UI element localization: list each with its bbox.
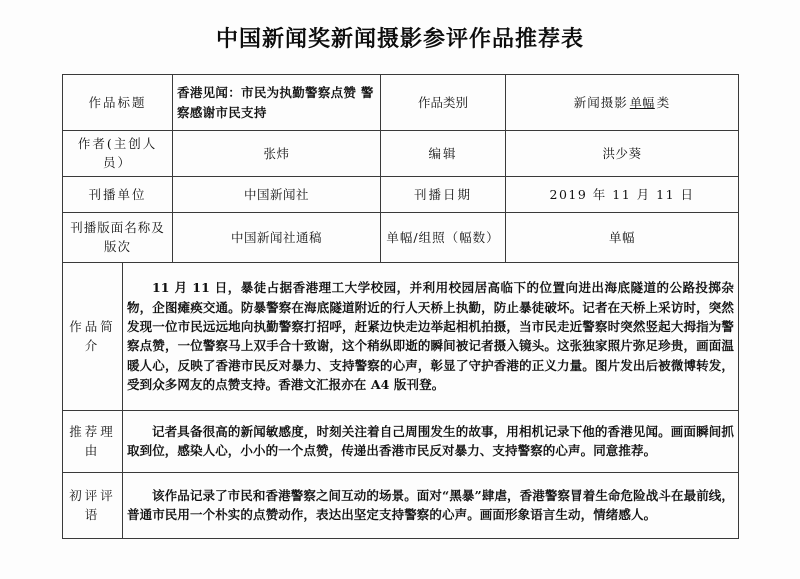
value-edition: 中国新闻社通稿 xyxy=(173,212,381,262)
table-row-introduction xyxy=(63,262,739,410)
label-editor: 编辑 xyxy=(381,131,506,177)
value-editor: 洪少葵 xyxy=(506,131,739,177)
value-comment: 该作品记录了市民和香港警察之间互动的场景。面对“黑暴”肆虐，香港警察冒着生命危险战斗在最前线，普通市民用一个朴实的点赞动作，表达出坚定支持警察的心声。画面形象语言生动，情绪感人。 xyxy=(123,472,739,538)
value-publish-date: 2019 年 11 月 11 日 xyxy=(506,176,739,212)
table-row-reason xyxy=(63,410,739,472)
label-introduction: 作品简介 xyxy=(63,262,123,410)
value-publisher: 中国新闻社 xyxy=(173,176,381,212)
label-publisher: 刊播单位 xyxy=(63,176,173,212)
table-row-author xyxy=(63,131,739,177)
label-author: 作者(主创人员） xyxy=(63,131,173,177)
table-row-publisher xyxy=(63,176,739,212)
label-reason: 推荐理由 xyxy=(63,410,123,472)
category-prefix: 新闻摄影 xyxy=(573,94,628,110)
value-photo-count: 单幅 xyxy=(506,212,739,262)
recommendation-form-table xyxy=(62,74,739,539)
table-row-edition xyxy=(63,212,739,262)
label-work-category xyxy=(381,75,506,131)
label-work-category-text: 作品类别 xyxy=(418,94,469,110)
label-edition: 刊播版面名称及版次 xyxy=(63,212,173,262)
category-suffix: 类 xyxy=(656,94,671,110)
page-title: 中国新闻奖新闻摄影参评作品推荐表 xyxy=(215,26,584,52)
value-work-category xyxy=(506,75,739,131)
label-work-title: 作品标题 xyxy=(63,75,173,131)
label-photo-count: 单幅/组照（幅数） xyxy=(381,212,506,262)
value-work-title: 香港见闻：市民为执勤警察点赞 警察感谢市民支持 xyxy=(173,75,381,131)
value-introduction: 11 月 11 日，暴徒占据香港理工大学校园，并利用校园居高临下的位置向进出海底隧道的公路投掷杂物，企图瘫痪交通。防暴警察在海底隧道附近的行人天桥上执勤，防止暴徒破坏。记者在天桥上采访时，突然发现一位市民远远地向执勤警察打招呼，赶紧边快走边举起相机拍摄，当市民走近警察时突然竖起大拇指为警察点赞，一位警察马上双手合十致谢，这个稍纵即逝的瞬间被记者摄入镜头。这张独家照片弥足珍贵，画面温暖人心，反映了香港市民反对暴力、支持警察的心声，彰显了守护香港的正义力量。图片发出后被微博转发，受到众多网友的点赞支持。香港文汇报亦在 A4 版刊登。 xyxy=(123,262,739,410)
table-row-comment xyxy=(63,472,739,538)
category-selected-value: 单幅 xyxy=(629,95,655,110)
value-reason: 记者具备很高的新闻敏感度，时刻关注着自己周围发生的故事，用相机记录下他的香港见闻。画面瞬间抓取到位，感染人心，小小的一个点赞，传递出香港市民反对暴力、支持警察的心声。同意推荐。 xyxy=(123,410,739,472)
value-author: 张炜 xyxy=(173,131,381,177)
label-comment: 初评评语 xyxy=(63,472,123,538)
label-publish-date: 刊播日期 xyxy=(381,176,506,212)
table-row-work-title xyxy=(63,75,739,131)
